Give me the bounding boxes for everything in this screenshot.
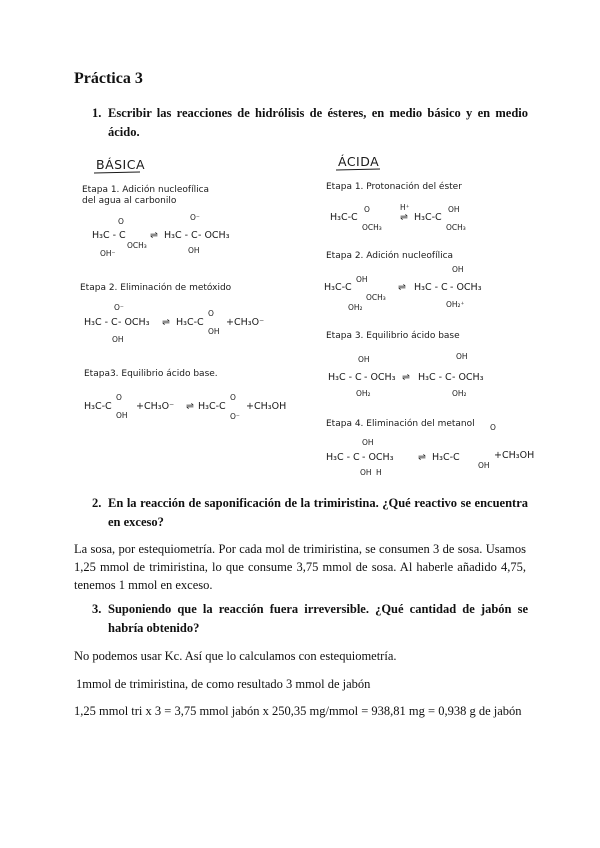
chem-oh: OH xyxy=(358,355,370,364)
question-text: Suponiendo que la reacción fuera irreversible. ¿Qué cantidad de jabón se habría obtenido? xyxy=(108,602,528,635)
acid-step-4-title: Etapa 4. Eliminación del metanol xyxy=(326,419,475,429)
chem-h: H xyxy=(376,468,382,477)
chem-oh: OH xyxy=(478,461,490,470)
chem-h3c-c: H₃C-C xyxy=(414,212,442,223)
chem-plus: + xyxy=(494,450,502,461)
chem-oh: OH xyxy=(456,352,468,361)
chem-o-minus: O⁻ xyxy=(114,303,124,312)
chem-o: O xyxy=(490,423,496,432)
basic-heading: BÁSICA xyxy=(96,157,146,172)
chem-h3c-c: H₃C-C xyxy=(324,282,352,293)
chem-plus: + xyxy=(226,317,234,328)
chem-equil: ⇌ xyxy=(162,317,170,328)
chem-och3-bond: - OCH₃ xyxy=(362,452,394,463)
acid-step-2-title: Etapa 2. Adición nucleofílica xyxy=(326,251,454,261)
chem-ch3oh: CH₃OH xyxy=(254,401,287,412)
reaction-mechanisms-figure xyxy=(0,140,600,480)
chem-equil: ⇌ xyxy=(398,282,406,293)
chem-o: O xyxy=(364,205,370,214)
chem-h3c-c: H₃C-C xyxy=(198,401,226,412)
chem-och3-bond: - OCH₃ xyxy=(198,230,230,241)
chem-equil: ⇌ xyxy=(400,212,408,223)
basic-heading-underline xyxy=(94,172,140,173)
chem-oh2-plus: OH₂⁺ xyxy=(446,300,465,309)
chem-plus: + xyxy=(246,401,254,412)
chem-h3c-c: H₃C-C xyxy=(176,317,204,328)
basic-step-1-title: Etapa 1. Adición nucleofílica xyxy=(82,185,210,195)
chem-h3c-c: H₃C - C xyxy=(326,452,360,463)
chem-oh: OH xyxy=(112,335,124,344)
question-text: Escribir las reacciones de hidrólisis de ésteres, en medio básico y en medio ácido. xyxy=(108,106,528,139)
chem-oh: OH xyxy=(448,205,460,214)
chem-h3c-c: H₃C - C xyxy=(418,372,452,383)
acid-heading: ÁCIDA xyxy=(338,154,380,169)
chem-h3c-c: H₃C - C xyxy=(328,372,362,383)
page-title: Práctica 3 xyxy=(74,70,143,87)
chem-h3c-c: H₃C-C xyxy=(432,452,460,463)
chem-oh: OH xyxy=(452,265,464,274)
acid-heading-underline xyxy=(336,169,380,170)
answer-q2: La sosa, por estequiometría. Por cada mol de trimiristina, se consumen 3 de sosa. Usamos 1,25 mmol de trimiristina, lo que consume 3,75 mmol de sosa. Al haberle añadido 4,75, tenemos 1 mmol en exceso. xyxy=(74,542,526,592)
question-number: 2. xyxy=(92,496,102,510)
chem-oh2: OH₂ xyxy=(356,389,371,398)
answer-q3-line3: 1,25 mmol tri x 3 = 3,75 mmol jabón x 250,35 mg/mmol = 938,81 mg = 0,938 g de jabón xyxy=(74,704,522,718)
chem-o: O xyxy=(230,393,236,402)
chem-oh2: OH₂ xyxy=(452,389,467,398)
question-number: 1. xyxy=(92,106,102,120)
question-number: 3. xyxy=(92,602,102,616)
chem-och3-bond: - OCH₃ xyxy=(452,372,484,383)
chem-oh: OH xyxy=(360,468,372,477)
chem-oh: OH xyxy=(362,438,374,447)
chem-h3c-c: H₃C-C xyxy=(330,212,358,223)
chem-oh: OH xyxy=(188,246,200,255)
chem-o: O xyxy=(208,309,214,318)
basic-step-2-title: Etapa 2. Eliminación de metóxido xyxy=(80,283,232,293)
chem-och3: OCH₃ xyxy=(127,241,147,250)
chem-ch3o-minus: CH₃O⁻ xyxy=(144,401,175,412)
chem-oh: OH xyxy=(208,327,220,336)
chem-och3: OCH₃ xyxy=(446,223,466,232)
chem-h3c-c: H₃C - C xyxy=(84,317,118,328)
basic-step-1-title-line2: del agua al carbonilo xyxy=(82,196,177,206)
chem-o: O xyxy=(116,393,122,402)
chem-h3c-c: H₃C - C xyxy=(414,282,448,293)
chem-och3-bond: - OCH₃ xyxy=(118,317,150,328)
chem-och3-bond: - OCH₃ xyxy=(364,372,396,383)
chem-oh: OH xyxy=(116,411,128,420)
chem-equil: ⇌ xyxy=(402,372,410,383)
chem-h3c-c: H₃C - C xyxy=(92,230,126,241)
chem-plus: + xyxy=(136,401,144,412)
chem-oh-minus: OH⁻ xyxy=(100,249,116,258)
chem-h3c-c: H₃C - C xyxy=(164,230,198,241)
chem-o-minus: O⁻ xyxy=(190,213,200,222)
chem-och3-bond: - OCH₃ xyxy=(450,282,482,293)
chem-och3: OCH₃ xyxy=(366,293,386,302)
answer-q3-line2: 1mmol de trimiristina, de como resultado 3 mmol de jabón xyxy=(76,677,371,691)
acid-step-3-title: Etapa 3. Equilibrio ácido base xyxy=(326,331,460,341)
acid-step-1-title: Etapa 1. Protonación del éster xyxy=(326,182,462,192)
chem-oh2: OH₂ xyxy=(348,303,363,312)
chem-equil: ⇌ xyxy=(186,401,194,412)
chem-och3: OCH₃ xyxy=(362,223,382,232)
chem-ch3oh: CH₃OH xyxy=(502,450,535,461)
chem-equil: ⇌ xyxy=(418,452,426,463)
question-text: En la reacción de saponificación de la trimiristina. ¿Qué reactivo se encuentra en exceso? xyxy=(108,496,528,529)
chem-ch3o-minus: CH₃O⁻ xyxy=(234,317,265,328)
chem-h-plus: H⁺ xyxy=(400,203,410,212)
chem-o-minus: O⁻ xyxy=(230,412,240,421)
chem-equil: ⇌ xyxy=(150,230,158,241)
chem-oh: OH xyxy=(356,275,368,284)
basic-step-3-title: Etapa3. Equilibrio ácido base. xyxy=(84,369,218,379)
chem-o: O xyxy=(118,217,124,226)
chem-h3c-c: H₃C-C xyxy=(84,401,112,412)
answer-q3-line1: No podemos usar Kc. Así que lo calculamos con estequiometría. xyxy=(74,649,397,663)
